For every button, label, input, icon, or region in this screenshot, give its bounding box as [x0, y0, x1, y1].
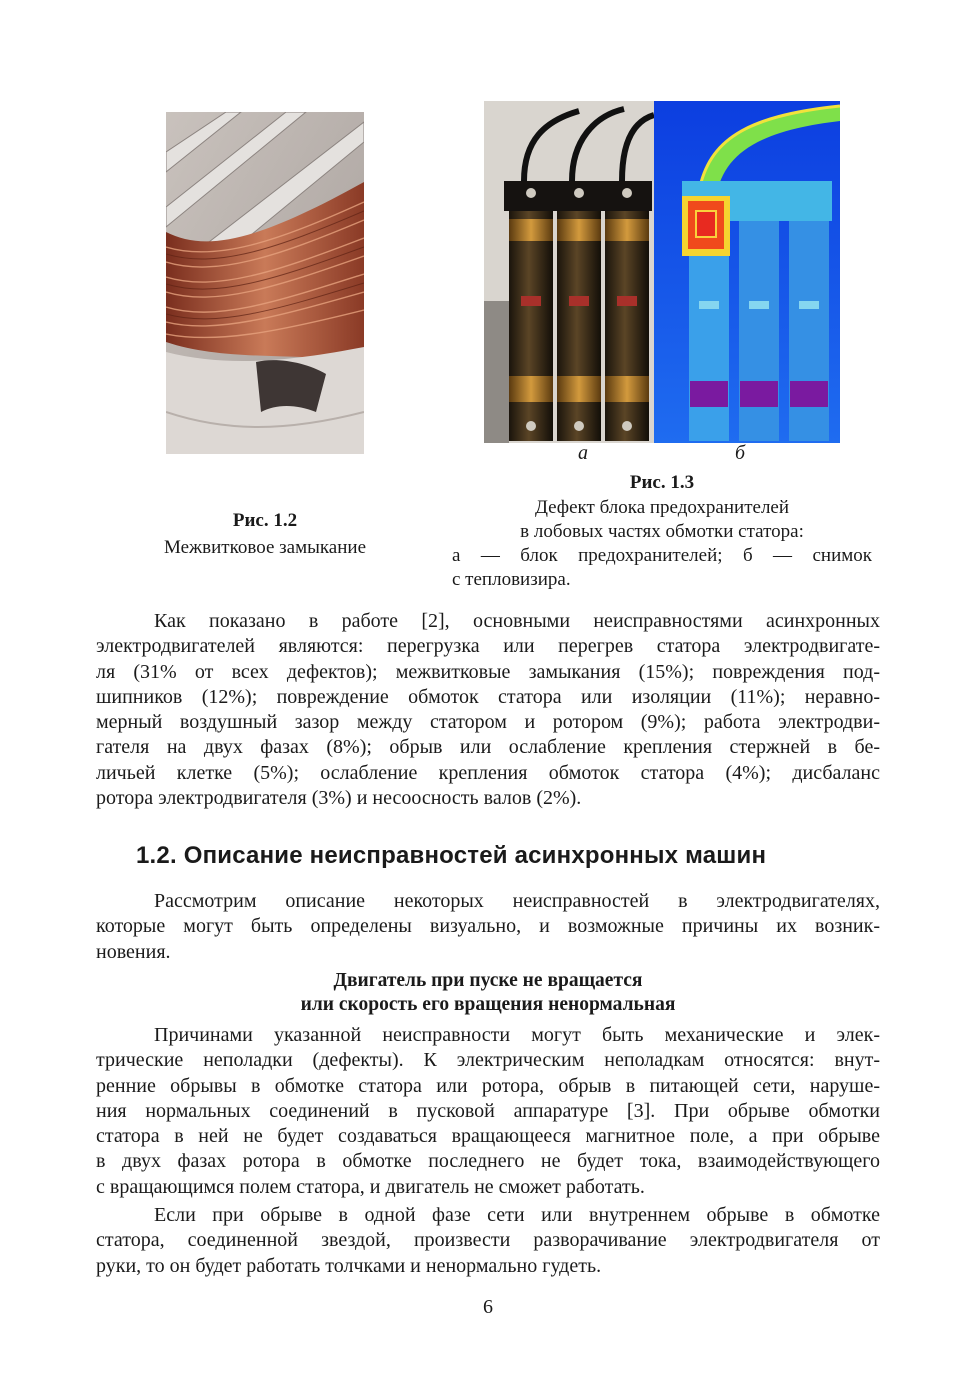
paragraph-line: Как показано в работе [2], основными неисправностями асинхронных [154, 610, 880, 632]
paragraph-line: личьей клетке (5%); ослабление крепления обмоток статора (4%); дисбаланс [96, 761, 880, 784]
paragraph-line: Рассмотрим описание некоторых неисправностей в электродвигателях, [154, 890, 880, 912]
paragraph-line: шипников (12%); повреждение обмоток статора или изоляции (11%); неравно- [96, 685, 880, 708]
paragraph-line: в двух фазах ротора в обмотке последнего не будет тока, взаимодействующего [96, 1150, 880, 1173]
paragraph-line: которые могут быть определены визуально, и возможные причины их возник- [96, 915, 880, 938]
figure-1-2-caption: Межвитковое замыкание [163, 537, 367, 558]
subheading-line: или скорость его вращения ненормальная [300, 994, 676, 1015]
paragraph-causes [96, 1023, 880, 1200]
subheading-line: Двигатель при пуске не вращается [333, 970, 643, 991]
paragraph-rotation [96, 1203, 880, 1279]
paragraph-line: электродвигателей являются: перегрузка или перегрев статора электродвигате- [96, 635, 880, 658]
paragraph-line: ротора электродвигателя (3%) и несоосность валов (2%). [96, 787, 582, 810]
paragraph-line: ренние обрывы в обмотке статора или ротора, обрыв в питающей сети, наруше- [96, 1074, 880, 1097]
paragraph-line: гателя на двух фазах (8%); обрыв или ослабление крепления стержней в бе- [96, 736, 880, 759]
figure-1-3-sublabel-b: б [735, 442, 746, 464]
figure-1-3-label: Рис. 1.3 [629, 472, 695, 493]
subheading [96, 969, 880, 1017]
figure-1-3-caption-line: в лобовых частях обмотки статора: [520, 521, 804, 542]
paragraph-line: Если при обрыве в одной фазе сети или внутреннем обрыве в обмотке [154, 1204, 880, 1226]
paragraph-line: статора в ней не будет создаваться вращающееся магнитное поле, а при обрыве [96, 1125, 880, 1148]
section-heading: 1.2. Описание неисправностей асинхронных машин [136, 842, 767, 869]
paragraph-line: руки, то он будет работать толчками и ненормально гудеть. [96, 1254, 602, 1277]
paragraph-line: новения. [96, 940, 171, 963]
paragraph-line: мерный воздушный зазор между статором и ротором (9%); работа электродви- [96, 711, 880, 734]
figure-1-3-caption-line: с тепловизира. [452, 569, 571, 590]
figure-1-3-sublabel-a: а [578, 442, 588, 464]
page-number: 6 [483, 1296, 493, 1318]
figure-1-3-photo [484, 101, 840, 443]
figure-1-3-caption-line: а — блок предохранителей; б — снимок [452, 545, 872, 566]
paragraph-line: ля (31% от всех дефектов); межвитковые замыкания (15%); повреждения под- [96, 660, 880, 683]
figure-1-2-photo [166, 112, 364, 454]
figure-1-3-caption-line: Дефект блока предохранителей [534, 497, 790, 518]
paragraph-line: с вращающимся полем статора, и двигатель не сможет работать. [96, 1175, 645, 1198]
paragraph-line: статора, соединенной звездой, произвести разворачивание электродвигателя от [96, 1229, 880, 1252]
paragraph-line: трические неполадки (дефекты). К электрическим неполадкам относятся: внут- [96, 1049, 880, 1072]
paragraph-line: Причинами указанной неисправности могут быть механические и элек- [154, 1024, 880, 1046]
figure-1-3-caption [452, 496, 872, 592]
paragraph-line: ния нормальных соединений в пусковой аппаратуре [3]. При обрыве обмотки [96, 1099, 880, 1122]
paragraph-intro [96, 609, 880, 811]
fuse-group [504, 181, 652, 441]
paragraph-description [96, 889, 880, 965]
figure-1-2-label: Рис. 1.2 [232, 510, 298, 531]
